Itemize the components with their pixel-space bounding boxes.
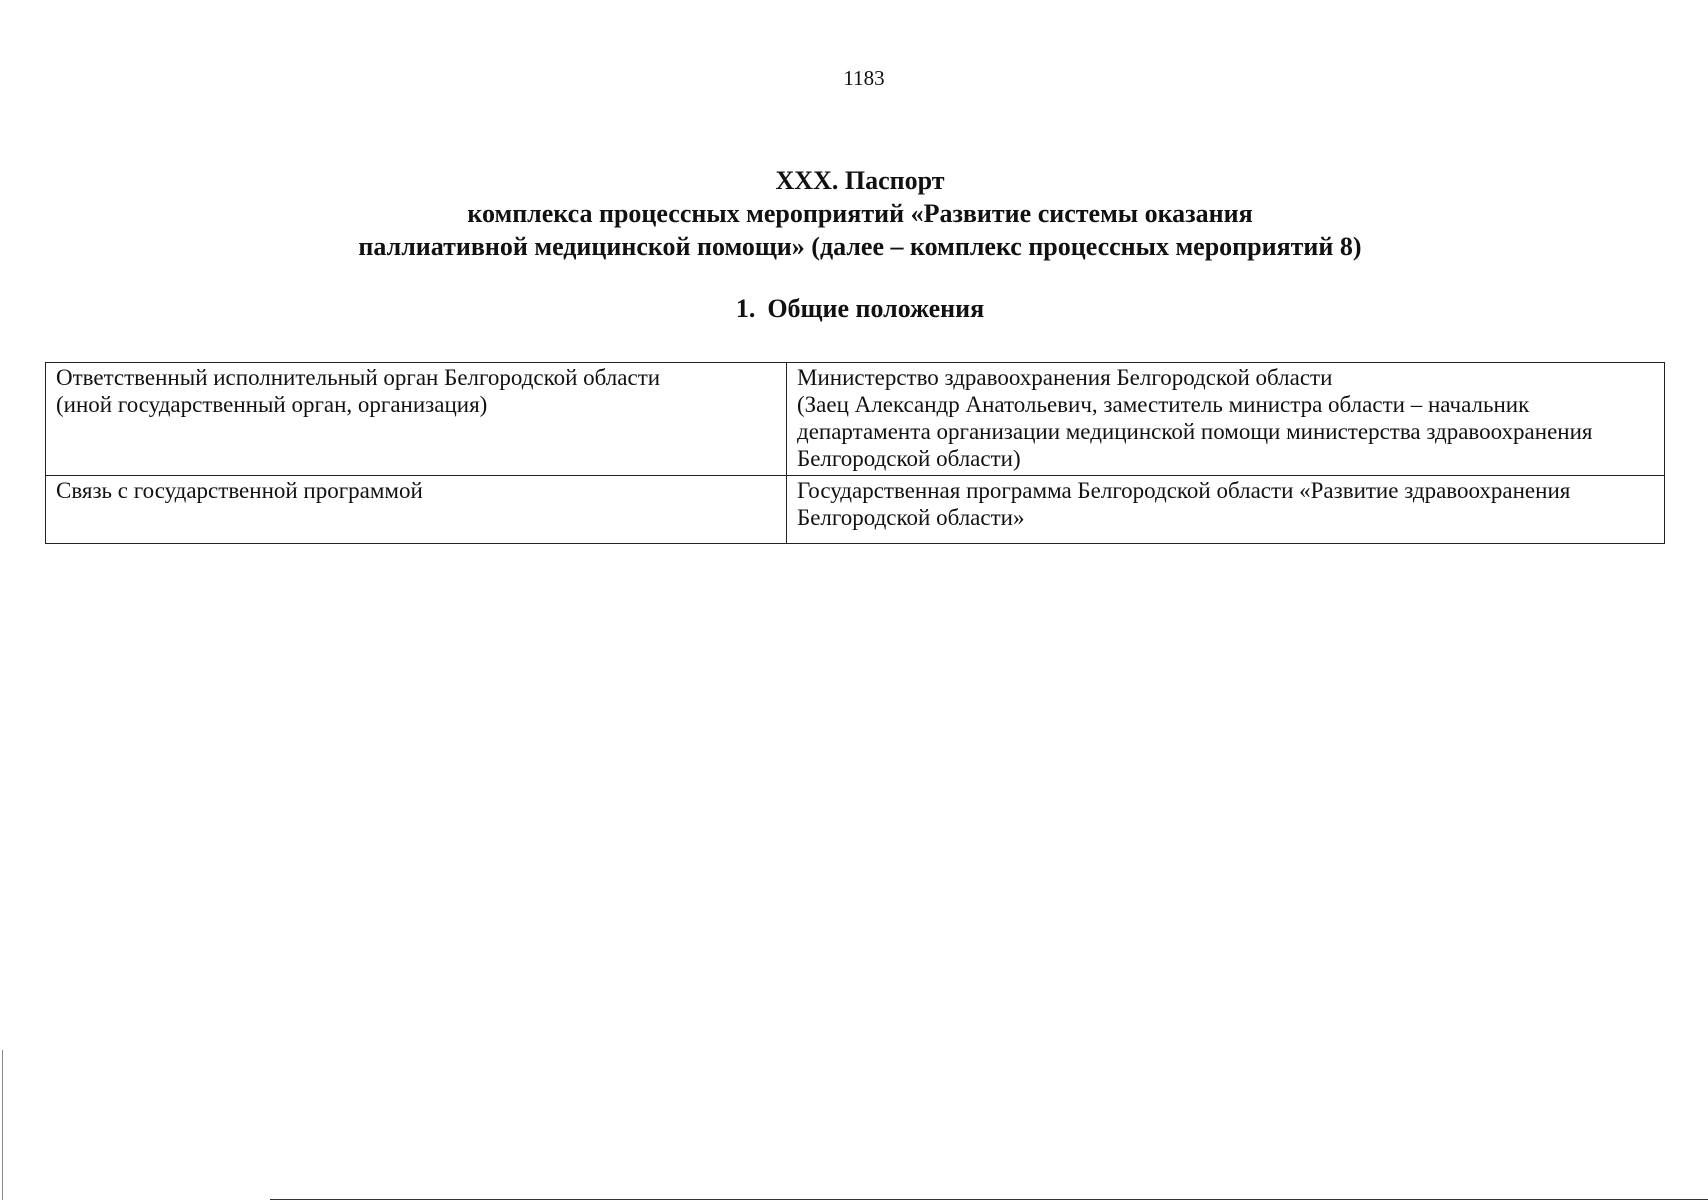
section-title-text: Общие положения [767, 294, 985, 323]
cell-text-line: департамента организации медицинской помощи министерства здравоохранения [797, 419, 1593, 444]
section-title [0, 294, 1708, 324]
cell-text-line: Государственная программа Белгородской области «Развитие здравоохранения [797, 478, 1571, 503]
table-row [46, 363, 1665, 476]
cell-text-line: Связь с государственной программой [56, 478, 423, 503]
cell-text-line: Белгородской области» [797, 505, 1025, 530]
cell-text-line: Ответственный исполнительный орган Белгородской области [56, 365, 661, 390]
table-cell-responsible-label [46, 363, 787, 476]
general-provisions-table [45, 362, 1665, 544]
cell-text-line: Министерство здравоохранения Белгородской области [797, 365, 1333, 390]
cell-text-line: Белгородской области) [797, 446, 1021, 471]
table-cell-program-label [46, 476, 787, 544]
page-number: 1183 [843, 66, 885, 90]
heading-subtitle-line-1: комплекса процессных мероприятий «Развитие системы оказания [467, 199, 1253, 228]
scan-edge-mark [2, 1050, 3, 1200]
table-row [46, 476, 1665, 544]
table-cell-responsible-value [787, 363, 1665, 476]
section-number: 1. [735, 294, 756, 323]
heading-subtitle-line-2: паллиативной медицинской помощи» (далее – комплекс процессных мероприятий 8) [358, 232, 1362, 261]
document-heading [0, 164, 1708, 263]
table-cell-program-value [787, 476, 1665, 544]
cell-text-line: (Заец Александр Анатольевич, заместитель министра области – начальник [797, 392, 1530, 417]
heading-title: XXX. Паспорт [775, 166, 945, 195]
cell-text-line: (иной государственный орган, организация) [56, 392, 488, 417]
